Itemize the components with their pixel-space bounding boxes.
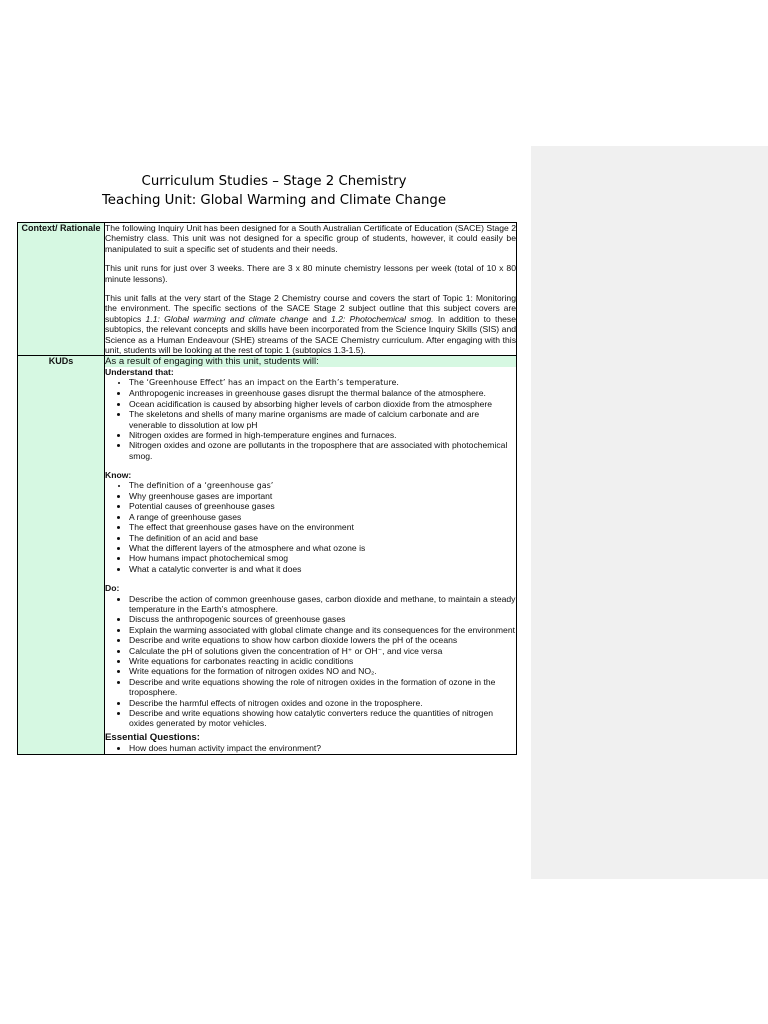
do-list: [105, 594, 516, 729]
kuds-label: KUDs: [18, 356, 105, 754]
list-item: • Describe and write equations showing the role of nitrogen oxides in the formation of ozone in the troposphere.: [129, 677, 516, 698]
list-item: • Ocean acidification is caused by absorbing higher levels of carbon dioxide from the atmosphere: [129, 399, 516, 409]
context-paragraph-2: This unit runs for just over 3 weeks. There are 3 x 80 minute chemistry lessons per week (total of 10 x 80 minute lessons).: [105, 263, 516, 284]
title-line-2: Teaching Unit: Global Warming and Climate Change: [101, 193, 447, 208]
comment-margin-pane: [531, 146, 768, 879]
title-line-1: Curriculum Studies – Stage 2 Chemistry: [141, 174, 407, 189]
list-item: • What the different layers of the atmosphere and what ozone is: [129, 543, 516, 553]
context-paragraph-1: The following Inquiry Unit has been designed for a South Australian Certificate of Education (SACE) Stage 2 Chemistry class. This unit was not designed for a specific group of students, however, it could easily be manipulated to suit a specific set of students and their needs.: [105, 223, 516, 254]
list-item: • How humans impact photochemical smog: [129, 553, 516, 563]
list-item: • Nitrogen oxides and ozone are pollutants in the troposphere that are associated with photochemical smog.: [129, 440, 516, 461]
list-item: • A range of greenhouse gases: [129, 512, 516, 522]
list-item: • Describe and write equations showing how catalytic converters reduce the quantities of nitrogen oxides generated by motor vehicles.: [129, 708, 516, 729]
list-item: • The definition of an acid and base: [129, 533, 516, 543]
list-item: • The ‘Greenhouse Effect’ has an impact on the Earth’s temperature.: [129, 378, 516, 388]
list-item: • What a catalytic converter is and what it does: [129, 564, 516, 574]
kuds-row: [18, 356, 517, 754]
essential-questions-heading: Essential Questions:: [105, 731, 200, 743]
kuds-intro: As a result of engaging with this unit, students will:: [105, 356, 516, 367]
understand-list: [105, 378, 516, 461]
list-item: • Calculate the pH of solutions given the concentration of H⁺ or OH⁻, and vice versa: [129, 646, 516, 656]
context-content: [105, 223, 517, 356]
list-item: • Nitrogen oxides are formed in high-temperature engines and furnaces.: [129, 430, 516, 440]
list-item: • Discuss the anthropogenic sources of greenhouse gases: [129, 614, 516, 624]
list-item: • The skeletons and shells of many marine organisms are made of calcium carbonate and are venerable to dissolution at low pH: [129, 409, 516, 430]
list-item: • Anthropogenic increases in greenhouse gases disrupt the thermal balance of the atmosphere.: [129, 388, 516, 398]
context-paragraph-3: This unit falls at the very start of the Stage 2 Chemistry course and covers the start of Topic 1: Monitoring the environment. The specific sections of the SACE Stage 2 subject outline that this subject covers are subtopics 1.1: Global warming and climate change and 1.2: Photochemical smog. In addition to these subtopics, the relevant concepts and skills have been incorporated from the Science Inquiry Skills (SIS) and Science as a Human Endeavour (SHE) streams of the SACE Chemistry curriculum. After engaging with this unit, students will be looking at the rest of topic 1 (subtopics 1.3-1.5).: [105, 293, 516, 356]
know-list: [105, 481, 516, 575]
list-item: • Potential causes of greenhouse gases: [129, 501, 516, 511]
list-item: • Describe the harmful effects of nitrogen oxides and ozone in the troposphere.: [129, 698, 516, 708]
list-item: • Describe and write equations to show how carbon dioxide lowers the pH of the oceans: [129, 635, 516, 645]
unit-table: [17, 222, 517, 755]
context-label: Context/ Rationale: [18, 223, 105, 356]
do-heading: Do:: [105, 583, 120, 594]
list-item: • How does human activity impact the environment?: [129, 743, 516, 753]
know-heading: Know:: [105, 470, 132, 481]
list-item: • Describe the action of common greenhouse gases, carbon dioxide and methane, to maintain a steady temperature in the Earth’s atmosphere.: [129, 594, 516, 615]
list-item: • Write equations for carbonates reacting in acidic conditions: [129, 656, 516, 666]
list-item: • The definition of a ‘greenhouse gas’: [129, 481, 516, 491]
list-item: • Why greenhouse gases are important: [129, 491, 516, 501]
list-item: • The effect that greenhouse gases have on the environment: [129, 522, 516, 532]
list-item: • Explain the warming associated with global climate change and its consequences for the environment: [129, 625, 516, 635]
list-item: • Write equations for the formation of nitrogen oxides NO and NO₂.: [129, 666, 516, 676]
context-row: [18, 223, 517, 356]
kuds-content: [105, 356, 517, 754]
document-title: [0, 172, 548, 210]
essential-questions-list: [105, 743, 516, 753]
understand-heading: Understand that:: [105, 367, 174, 378]
